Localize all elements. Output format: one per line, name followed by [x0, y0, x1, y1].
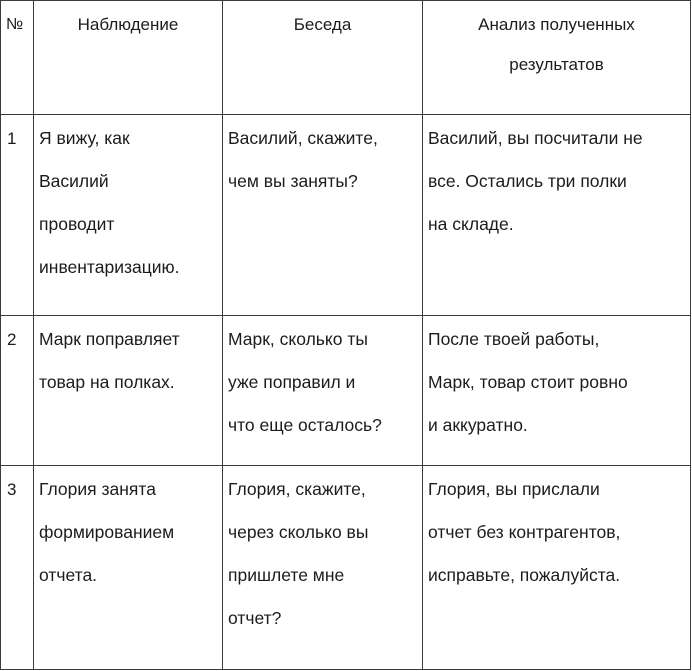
- row-number: 2: [7, 330, 17, 349]
- observation-text: Я вижу, как Василий проводит инвентаризацию.: [39, 128, 180, 277]
- table-row: [1, 466, 691, 670]
- analysis-cell: [423, 115, 691, 316]
- row-number: 1: [7, 129, 17, 148]
- observation-cell: [34, 316, 223, 466]
- conversation-cell: [223, 115, 423, 316]
- header-analysis: [423, 1, 691, 115]
- observation-cell: [34, 115, 223, 316]
- header-observation: [34, 1, 223, 115]
- conversation-text: Марк, сколько ты уже поправил и что еще осталось?: [228, 329, 382, 435]
- row-number: 3: [7, 480, 17, 499]
- analysis-text: Глория, вы прислали отчет без контрагентов, исправьте, пожалуйста.: [428, 479, 621, 585]
- table-header-row: [1, 1, 691, 115]
- header-analysis-label: Анализ полученных результатов: [478, 15, 635, 74]
- conversation-cell: [223, 466, 423, 670]
- header-num-label: №: [6, 16, 24, 33]
- observation-text: Глория занята формированием отчета.: [39, 479, 175, 585]
- header-conversation: [223, 1, 423, 115]
- conversation-text: Глория, скажите, через сколько вы пришлете мне отчет?: [228, 479, 369, 628]
- conversation-cell: [223, 316, 423, 466]
- row-number-cell: [1, 115, 34, 316]
- table-row: [1, 316, 691, 466]
- analysis-text: После твоей работы, Марк, товар стоит ровно и аккуратно.: [428, 329, 628, 435]
- observation-cell: [34, 466, 223, 670]
- row-number-cell: [1, 316, 34, 466]
- analysis-text: Василий, вы посчитали не все. Остались три полки на складе.: [428, 128, 643, 234]
- analysis-cell: [423, 316, 691, 466]
- header-observation-label: Наблюдение: [77, 15, 179, 34]
- conversation-text: Василий, скажите, чем вы заняты?: [228, 128, 378, 191]
- row-number-cell: [1, 466, 34, 670]
- observation-text: Марк поправляет товар на полках.: [39, 329, 180, 392]
- table-row: [1, 115, 691, 316]
- header-num: [1, 1, 34, 115]
- header-conversation-label: Беседа: [293, 15, 352, 34]
- analysis-cell: [423, 466, 691, 670]
